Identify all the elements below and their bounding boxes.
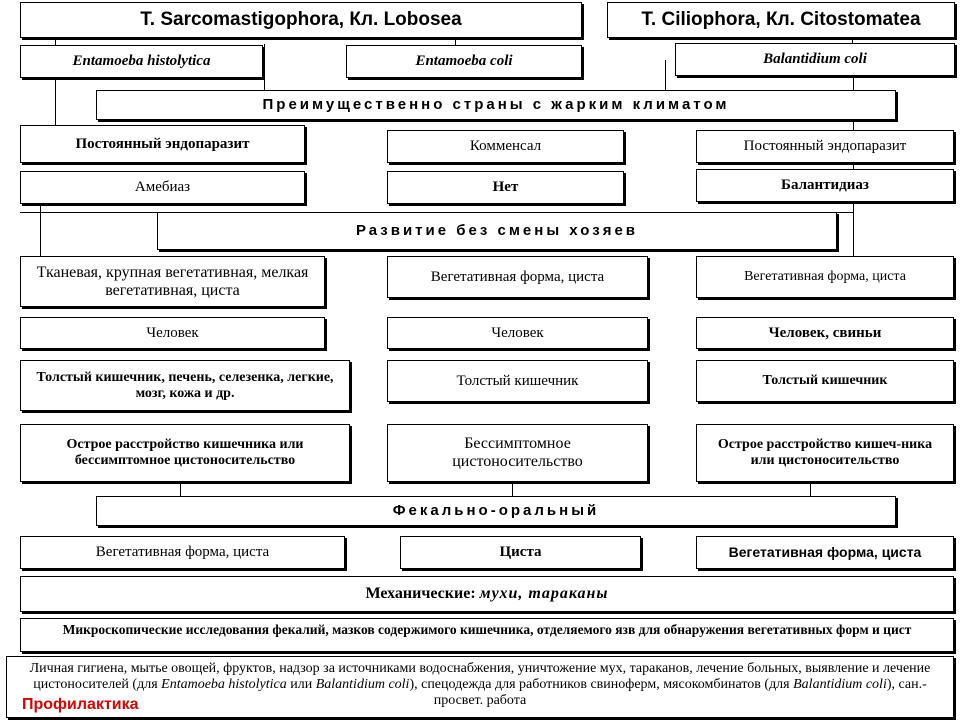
invasive-mid: Циста — [400, 536, 641, 569]
connector — [20, 212, 160, 213]
diagnosis-row: Микроскопические исследования фекалий, мазков содержимого кишечника, отделяемого язв для обнаружения вегетативных форм и цист — [20, 618, 954, 652]
forms-right: Вегетативная форма, циста — [696, 256, 954, 298]
forms-left: Тканевая, крупная вегетативная, мелкая вегетативная, циста — [20, 256, 325, 307]
vectors-prefix: Механические: — [365, 585, 480, 603]
parasitism-right: Постоянный эндопаразит — [696, 130, 954, 163]
connector — [836, 212, 854, 213]
prevention-text-4: ), сан.-просвет. работа — [433, 677, 927, 709]
route-row: Фекально-оральный — [96, 496, 896, 526]
header-right: T. Ciliophora, Кл. Citostomatea — [607, 2, 955, 38]
connector — [665, 60, 666, 90]
prevention-text-1: Личная гигиена, мытье овощей, фруктов, надзор за источниками водоснабжения, уничтожение мух, тараканов, лечение больных, выявление и лечение цистоносителей (для — [29, 661, 931, 693]
species-e-coli: Entamoeba coli — [346, 45, 582, 78]
prevention-row — [6, 656, 954, 718]
header-left: T. Sarcomastigophora, Кл. Lobosea — [20, 2, 582, 38]
prevention-label: Профилактика — [22, 696, 139, 713]
invasive-left: Вегетативная форма, циста — [20, 536, 345, 569]
species-b-coli: Balantidium coli — [675, 43, 955, 76]
parasitism-left: Постоянный эндопаразит — [20, 125, 305, 163]
connector — [264, 44, 265, 94]
clinic-left: Острое расстройство кишечника или бессимптомное цистоносительство — [20, 424, 350, 482]
connector — [180, 482, 181, 496]
prevention-text-3: ), спецодежда для работников свиноферм, мясокомбинатов (для — [409, 677, 794, 693]
prevention-text-2: или — [286, 677, 316, 693]
host-left: Человек — [20, 317, 325, 349]
prevention-species-1: Entamoeba histolytica — [161, 677, 287, 693]
forms-mid: Вегетативная форма, циста — [387, 256, 648, 298]
connector — [810, 482, 811, 496]
clinic-mid: Бессимптомное цистоносительство — [387, 424, 648, 482]
disease-right: Балантидиаз — [696, 169, 954, 202]
disease-mid: Нет — [387, 171, 624, 204]
vectors-row — [20, 576, 954, 612]
clinic-right: Острое расстройство кишеч-ника или цистоносительство — [696, 424, 954, 482]
connector — [512, 482, 513, 496]
climate-row: Преимущественно страны с жарким климатом — [96, 90, 896, 120]
host-right: Человек, свиньи — [696, 317, 954, 349]
localization-right: Толстый кишечник — [696, 360, 954, 402]
localization-left: Толстый кишечник, печень, селезенка, легкие, мозг, кожа и др. — [20, 360, 350, 411]
invasive-right: Вегетативная форма, циста — [696, 536, 954, 569]
host-mid: Человек — [387, 317, 648, 349]
prevention-species-2: Balantidium coli — [315, 677, 410, 693]
development-row: Развитие без смены хозяев — [157, 212, 837, 250]
vectors-list: мухи, тараканы — [479, 585, 609, 603]
prevention-species-3: Balantidium coli — [793, 677, 887, 693]
parasitism-mid: Комменсал — [387, 130, 624, 163]
localization-mid: Толстый кишечник — [387, 360, 648, 402]
disease-left: Амебиаз — [20, 171, 305, 204]
species-e-histolytica: Entamoeba histolytica — [20, 45, 263, 78]
